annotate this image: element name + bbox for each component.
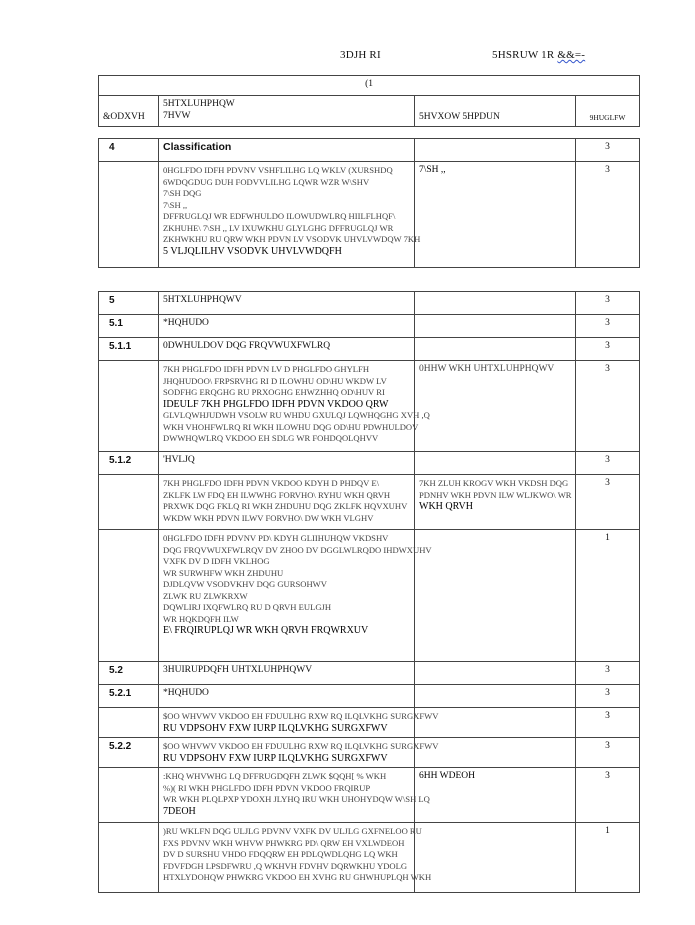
result-cell: [415, 452, 576, 475]
section-5-table: [98, 291, 640, 893]
verdict: 3: [576, 738, 640, 768]
text-line: )RU WKLFN DQG ULJLG PDVNV VXFK DV ULJLG GXFNELOO RU: [163, 826, 422, 836]
column-header-result: 5HVXOW 5HPDUN: [415, 96, 576, 127]
result-cell: [415, 823, 576, 893]
table-row: [99, 292, 640, 315]
clause-cell: [99, 162, 159, 268]
text-line: 6WDQGDUG DUH FODVVLILHG LQWR WZR W\SHV: [163, 176, 370, 187]
requirement-text: [159, 361, 430, 452]
section-4-table: [98, 138, 640, 268]
table-row: [99, 338, 640, 361]
verdict: 3: [576, 292, 640, 315]
table-row: [99, 685, 640, 708]
text-line: IDEULF 7KH PHGLFDO IDFH PDVN VKDOO QRW: [163, 398, 389, 410]
text-line: 0HGLFDO IDFH PDVNV PD\ KDYH GLIIHUHQW VKDSHV: [163, 533, 389, 543]
text-line: DV D SURSHU VHDO FDQQRW EH PDLQWDLQHG LQ WKH: [163, 849, 398, 859]
text-line: RU VDPSOHV FXW IURP ILQLVKHG SURGXFWV: [163, 722, 388, 734]
text-line: 5 VLJQLILHV VSODVK UHVLVWDQFH: [163, 245, 342, 257]
text-line: $OO WHVWV VKDOO EH FDUULHG RXW RQ ILQLVKHG SURGXFWV: [163, 741, 439, 751]
column-header-clause: &ODXVH: [99, 96, 159, 127]
table-row: [99, 708, 640, 738]
report-label: 5HSRUW 1R: [492, 49, 555, 61]
clause-number: 5: [99, 292, 159, 315]
text-line: WKH VHOHFWLRQ RI WKH ILOWHU DQG OD\HU PDWHULDOV: [163, 421, 419, 432]
verdict: 3: [576, 475, 640, 530]
text-line: WR HQKDQFH ILW: [163, 613, 239, 624]
verdict: 1: [576, 823, 640, 893]
verdict: 3: [576, 452, 640, 475]
text-line: 7KH PHGLFDO IDFH PDVN VKDOO KDYH D PHDQV E\: [163, 478, 379, 488]
report-number-label: [492, 49, 585, 61]
verdict: 3: [576, 139, 640, 162]
table-row: [99, 738, 640, 768]
clause-cell: [99, 475, 159, 530]
text-line: GLVLQWHJUDWH VSOLW RU WHDU GXULQJ LQWHQGHG XVH ,Q: [163, 410, 430, 420]
verdict: 3: [576, 315, 640, 338]
result-text: 6HH WDEOH: [415, 768, 576, 823]
table-title: (1: [99, 76, 640, 96]
text-line: PDNHV WKH PDVN ILW WLJKWO\ WR: [419, 489, 572, 500]
clause-title: Classification: [159, 139, 415, 162]
text-line: DJDLQVW VSODVKHV DQG GURSOHWV: [163, 579, 328, 589]
text-line: ZKHWKHU RU QRW WKH PDVN LV VSODVK UHVLVWDQW 7KH: [163, 234, 421, 244]
clause-cell: [99, 708, 159, 738]
clause-number: 4: [99, 139, 159, 162]
text-line: 7KH PHGLFDO IDFH PDVN LV D PHGLFDO GHYLFH: [163, 364, 370, 374]
result-cell: [415, 738, 576, 768]
text-line: ZKHUHE\ 7\SH ,, LV IXUWKHU GLYLGHG DFFRUGLQJ WR: [163, 222, 394, 233]
result-text: 0HHW WKH UHTXLUHPHQWV: [415, 361, 576, 452]
text-line: DQG FRQVWUXFWLRQV DV ZHOO DV DGGLWLRQDO IHDWXUHV: [163, 544, 432, 555]
table-row: [99, 361, 640, 452]
verdict: 3: [576, 685, 640, 708]
text-line: $OO WHVWV VKDOO EH FDUULHG RXW RQ ILQLVKHG SURGXFWV: [163, 711, 439, 721]
requirement-text: [159, 738, 439, 768]
text-line: ZKLFK LW FDQ EH ILWWHG FORVHO\ RYHU WKH QRVH: [163, 489, 391, 500]
verdict: 3: [576, 162, 640, 268]
result-cell: [415, 139, 576, 162]
text-line: RU VDPSOHV FXW IURP ILQLVKHG SURGXFWV: [163, 752, 388, 764]
verdict: 3: [576, 361, 640, 452]
table-row: [99, 162, 640, 268]
text-line: ZLWK RU ZLWKRXW: [163, 590, 248, 601]
requirement-text: [159, 475, 415, 530]
requirement-text: [159, 708, 439, 738]
text-line: WKH QRVH: [419, 501, 473, 512]
column-header-requirement-line2: 7HVW: [163, 110, 191, 121]
text-line: SODFHG ERQGHG RU PRXOGHG EHWZHHQ OD\HUV RI: [163, 387, 385, 397]
table-row: [99, 768, 640, 823]
result-cell: [415, 530, 576, 662]
text-line: 0HGLFDO IDFH PDVNV VSHFLILHG LQ WKLV (XURSHDQ: [163, 165, 393, 175]
verdict: 3: [576, 338, 640, 361]
text-line: WR SURWHFW WKH ZHDUHU: [163, 567, 284, 578]
text-line: 7\SH DQG: [163, 188, 202, 198]
clause-title: 3HUIRUPDQFH UHTXLUHPHQWV: [159, 662, 415, 685]
verdict: 3: [576, 708, 640, 738]
text-line: JHQHUDOO\ FRPSRVHG RI D ILOWHU OD\HU WKDW LV: [163, 375, 387, 386]
clause-cell: [99, 823, 159, 893]
report-number-suffix: &&=-: [557, 49, 586, 61]
clause-title: 0DWHULDOV DQG FRQVWUXFWLRQ: [159, 338, 415, 361]
result-cell: [415, 315, 576, 338]
text-line: DFFRUGLQJ WR EDFWHULDO ILOWUDWLRQ HIILFLHQF\: [163, 211, 396, 221]
requirement-text: [159, 530, 432, 662]
page-number-label: 3DJH RI: [340, 49, 381, 61]
text-line: FDVFDGH LPSDFWRU ,Q WKHVH FDVHV DQRWKHU YDOLG: [163, 860, 408, 871]
verdict: 3: [576, 662, 640, 685]
result-cell: [415, 292, 576, 315]
text-line: :KHQ WHVWHG LQ DFFRUGDQFH ZLWK $QQH[ % WKH: [163, 771, 387, 781]
table-row: [99, 823, 640, 893]
text-line: 7\SH ,,: [163, 199, 188, 210]
text-line: 7DEOH: [163, 805, 196, 817]
result-text: [415, 475, 576, 530]
column-header-verdict: 9HUGLFW: [576, 96, 640, 127]
text-line: %)( RI WKH PHGLFDO IDFH PDVN VKDOO FRQIRUP: [163, 782, 371, 793]
requirement-text: [159, 768, 430, 823]
clause-title: *HQHUDO: [159, 685, 415, 708]
verdict: 1: [576, 530, 640, 662]
text-line: WR WKH PLQLPXP YDOXH JLYHQ IRU WKH UHOHYDQW W\SH LQ: [163, 794, 430, 804]
requirement-text: [159, 162, 421, 268]
verdict: 3: [576, 768, 640, 823]
clause-cell: [99, 768, 159, 823]
text-line: PRXWK DQG FKLQ RI WKH ZHDUHU DQG ZKLFK HQVXUHV: [163, 501, 408, 511]
text-line: WKDW WKH PDVN ILWV FORVHO\ DW WKH VLGHV: [163, 512, 374, 523]
clause-cell: [99, 530, 159, 662]
clause-title: 5HTXLUHPHQWV: [159, 292, 415, 315]
clause-title: *HQHUDO: [159, 315, 415, 338]
requirement-text: [159, 823, 432, 893]
text-line: HTXLYDOHQW PHWKRG VKDOO EH XVHG RU GHWHUPLQH WKH: [163, 872, 432, 882]
table-row: [99, 139, 640, 162]
result-text: 7\SH ,,: [415, 162, 576, 268]
text-line: DQWLIRJ IXQFWLRQ RU D QRVH EULGJH: [163, 602, 332, 612]
table-row: [99, 452, 640, 475]
table-row: [99, 530, 640, 662]
clause-number: 5.2.1: [99, 685, 159, 708]
table-row: [99, 475, 640, 530]
text-line: DWWHQWLRQ VKDOO EH SDLG WR FOHDQOLQHVV: [163, 433, 379, 443]
clause-number: 5.1: [99, 315, 159, 338]
table-row: [99, 315, 640, 338]
clause-number: 5.1.2: [99, 452, 159, 475]
result-cell: [415, 708, 576, 738]
clause-number: 5.2.2: [99, 738, 159, 768]
text-line: 7KH ZLUH KROGV WKH VKDSH DQG: [419, 478, 569, 488]
clause-title: 'HVLJQ: [159, 452, 415, 475]
clause-cell: [99, 361, 159, 452]
text-line: VXFK DV D IDFH VKLHOG: [163, 556, 270, 566]
text-line: FXS PDVNV WKH WHVW PHWKRG PD\ QRW EH VXLWDEOH: [163, 837, 405, 848]
clause-number: 5.1.1: [99, 338, 159, 361]
column-header-requirement: [159, 96, 415, 127]
column-header-requirement-line1: 5HTXLUHPHQW: [163, 99, 235, 109]
table-header: [98, 75, 640, 127]
clause-number: 5.2: [99, 662, 159, 685]
text-line: E\ FRQIRUPLQJ WR WKH QRVH FRQWRXUV: [163, 625, 369, 636]
result-cell: [415, 685, 576, 708]
table-row: [99, 662, 640, 685]
result-cell: [415, 662, 576, 685]
result-cell: [415, 338, 576, 361]
